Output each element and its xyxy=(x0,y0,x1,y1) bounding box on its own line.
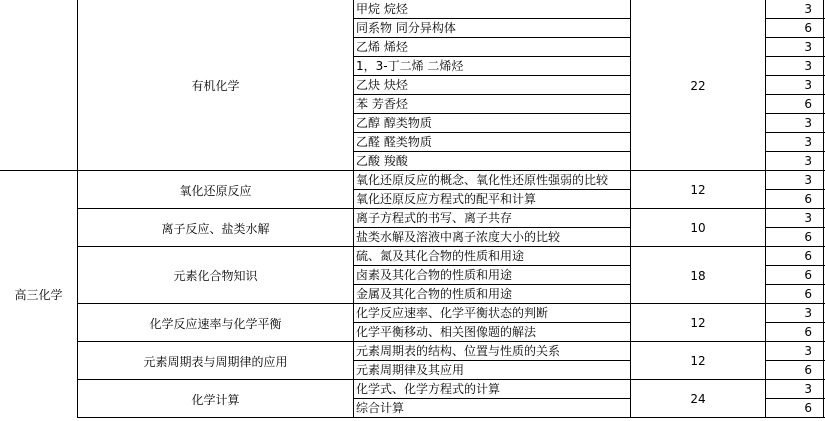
topic-line xyxy=(77,417,353,418)
value-cell: 3 xyxy=(804,78,812,92)
content-cell: 金属及其化合物的性质和用途 xyxy=(356,287,513,301)
value-cell: 6 xyxy=(804,21,812,35)
content-cell: 离子方程式的书写、离子共存 xyxy=(356,211,513,225)
hours-cell: 12 xyxy=(690,316,706,330)
value-cell: 3 xyxy=(804,2,812,16)
value-cell: 6 xyxy=(804,401,812,415)
content-cell: 综合计算 xyxy=(356,401,405,415)
topic-cell: 有机化学 xyxy=(191,79,240,93)
content-cell: 乙烯 烯烃 xyxy=(356,40,408,54)
value-cell: 6 xyxy=(804,249,812,263)
hours-cell: 22 xyxy=(690,78,706,93)
value-cell: 3 xyxy=(804,173,812,187)
hours-cell: 12 xyxy=(690,354,706,368)
content-cell: 化学反应速率、化学平衡状态的判断 xyxy=(356,306,549,320)
content-cell: 氧化还原反应的概念、氧化性还原性强弱的比较 xyxy=(356,173,609,187)
content-cell: 卤素及其化合物的性质和用途 xyxy=(356,268,513,282)
topic-cell: 元素化合物知识 xyxy=(173,269,258,283)
hours-cell: 24 xyxy=(690,392,706,406)
topic-cell: 化学反应速率与化学平衡 xyxy=(149,316,282,331)
topic-cell: 氧化还原反应 xyxy=(179,183,252,198)
value-cell: 3 xyxy=(804,116,812,130)
content-cell: 氧化还原反应方程式的配平和计算 xyxy=(356,192,537,206)
content-cell: 化学式、化学方程式的计算 xyxy=(356,382,501,396)
value-cell: 6 xyxy=(804,363,812,377)
content-cell: 乙酸 羧酸 xyxy=(356,154,408,168)
content-cell: 同系物 同分异构体 xyxy=(356,21,456,35)
column-line xyxy=(765,0,766,418)
hours-cell: 10 xyxy=(690,221,706,235)
column-line xyxy=(353,0,354,418)
column-line xyxy=(77,0,78,418)
value-cell: 3 xyxy=(804,59,812,73)
value-cell: 6 xyxy=(804,268,812,282)
row-line xyxy=(765,417,825,418)
topic-line xyxy=(630,417,765,418)
value-cell: 3 xyxy=(804,306,812,320)
grade-line xyxy=(0,170,77,171)
column-line xyxy=(630,0,631,418)
hours-cell: 12 xyxy=(690,183,706,197)
content-cell: 苯 芳香烃 xyxy=(356,97,408,111)
content-cell: 盐类水解及溶液中离子浓度大小的比较 xyxy=(356,230,561,244)
content-cell: 元素周期表的结构、位置与性质的关系 xyxy=(356,344,561,358)
hours-cell: 18 xyxy=(690,268,706,283)
value-cell: 3 xyxy=(804,135,812,149)
column-line xyxy=(823,0,824,418)
row-line xyxy=(353,417,630,418)
value-cell: 6 xyxy=(804,230,812,244)
value-cell: 3 xyxy=(804,382,812,396)
content-cell: 1，3-丁二烯 二烯烃 xyxy=(356,59,464,73)
value-cell: 6 xyxy=(804,287,812,301)
topic-cell: 化学计算 xyxy=(191,392,240,407)
content-cell: 甲烷 烷烃 xyxy=(356,2,408,16)
value-cell: 3 xyxy=(804,211,812,225)
value-cell: 3 xyxy=(804,40,812,54)
value-cell: 6 xyxy=(804,192,812,206)
content-cell: 乙醇 醇类物质 xyxy=(356,116,432,130)
topic-cell: 离子反应、盐类水解 xyxy=(161,221,270,236)
value-cell: 3 xyxy=(804,154,812,168)
value-cell: 3 xyxy=(804,344,812,358)
value-cell: 6 xyxy=(804,97,812,111)
content-cell: 乙炔 炔烃 xyxy=(356,78,408,92)
value-cell: 6 xyxy=(804,325,812,339)
content-cell: 元素周期律及其应用 xyxy=(356,363,465,377)
topic-cell: 元素周期表与周期律的应用 xyxy=(143,354,288,369)
grade-cell: 高三化学 xyxy=(14,288,63,302)
content-cell: 硫、氮及其化合物的性质和用途 xyxy=(356,249,525,263)
content-cell: 乙醛 醛类物质 xyxy=(356,135,432,149)
content-cell: 化学平衡移动、相关图像题的解法 xyxy=(356,325,537,339)
